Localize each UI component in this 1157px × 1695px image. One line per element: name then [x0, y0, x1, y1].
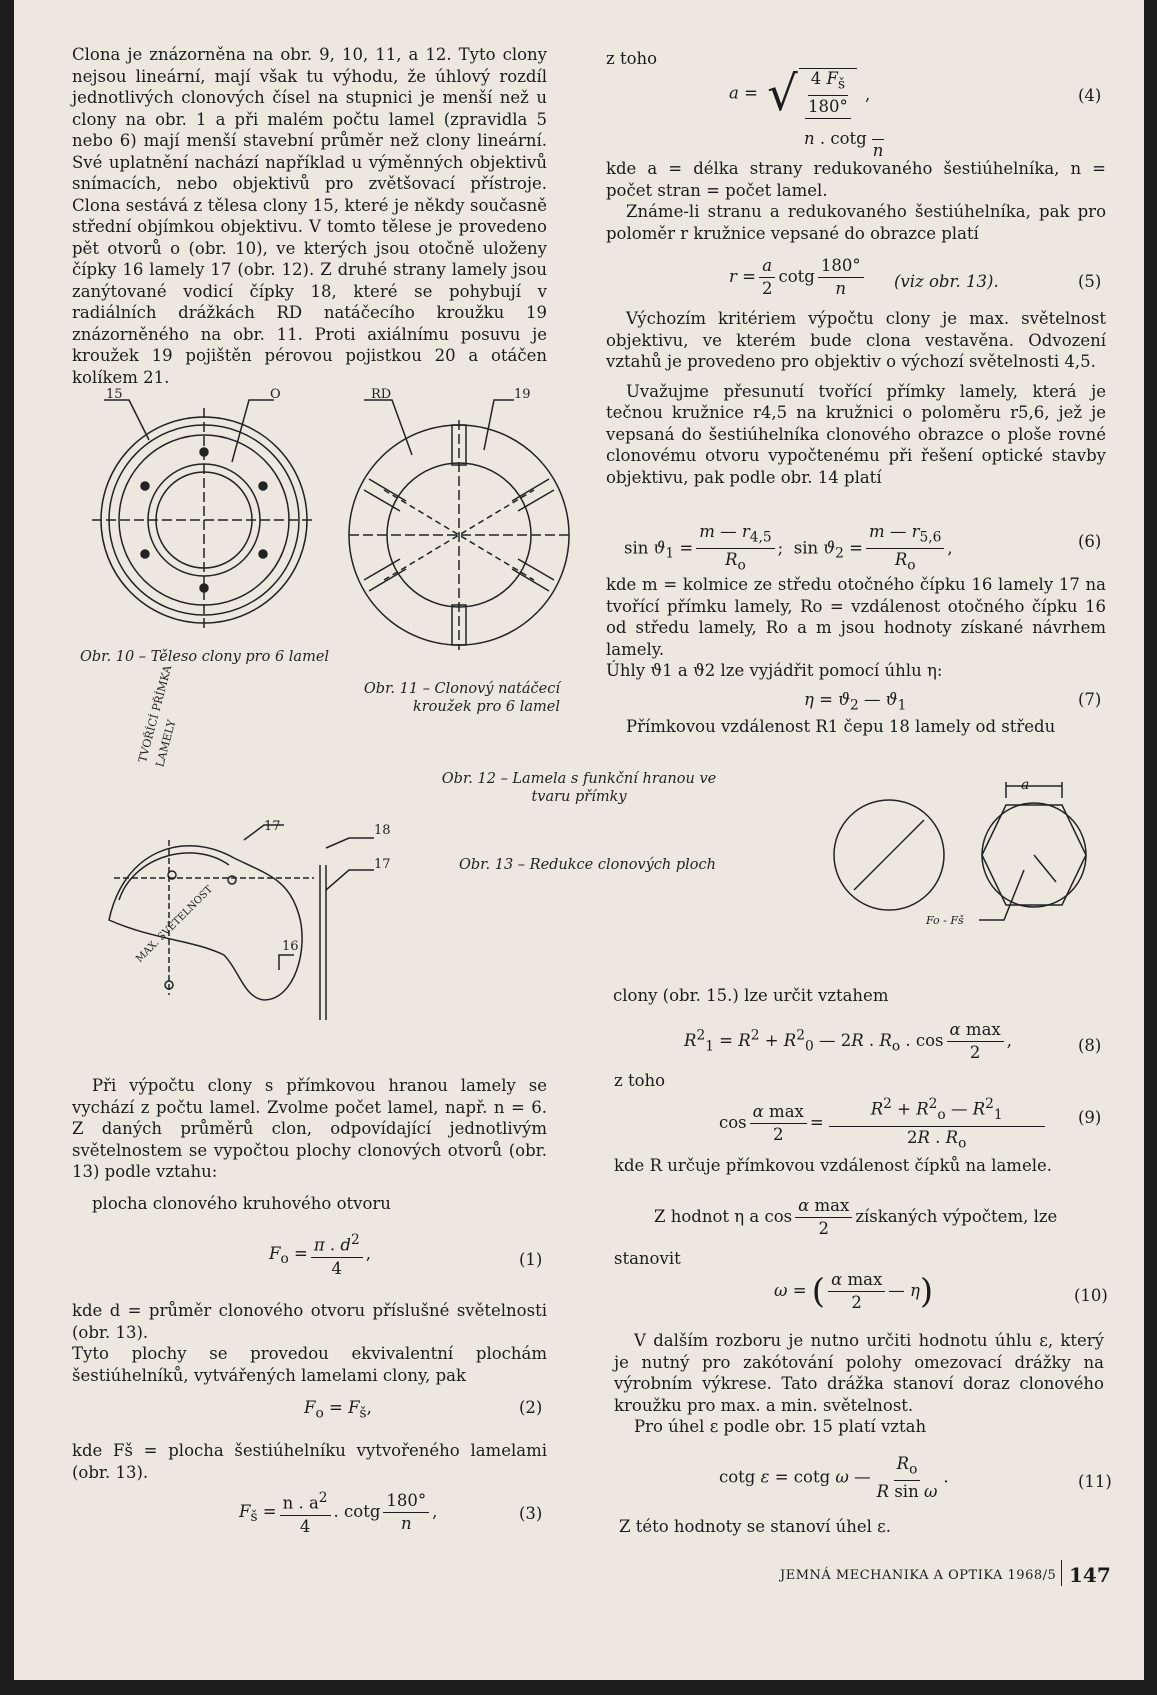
equation-1: $F_o$ = $\frac{\pi . d^2}{4}$ ,: [269, 1232, 371, 1278]
paragraph-criterion: Výchozím kritériem výpočtu clony je max. světelnost objektivu, ve kterém bude clona vestavěna. Odvození vztahů je provedeno pro objektiv o výchozí světelnosti 4,5.: [606, 309, 1106, 371]
paragraph-clony: clony (obr. 15.) lze určit vztahem: [613, 986, 889, 1005]
equation-11: cotg ε = cotg ω — $\frac{R_o}{\text{R sin ω}}$ .: [719, 1454, 949, 1502]
equation-8: $R^2_1 = R^2 + R^2_0$ — 2R . $R_o$ . cos $\frac{\text{α max}}{2}$ ,: [684, 1020, 1012, 1062]
equation-number-2: (2): [519, 1398, 543, 1417]
equation-4: a = √ $\frac{4 F_š}{180^\circ}$ ,: [729, 66, 871, 123]
paragraph-tangent-shift: Uvažujme přesunutí tvořící přímky lamely, která je tečnou kružnice r4,5 na kružnici o poloměru r5,6, jež je vepsaná do šestiúhelníka clonového obrazce o ploše rovné clonovému otvoru vypočtenému při řešení optické stavby objektivu, pak podle obr. 14 platí: [606, 381, 1106, 487]
paragraph-r1-distance: Přímkovou vzdálenost R1 čepu 18 lamely od středu: [626, 717, 1056, 736]
equation-4-denominator: n . cotg n: [804, 118, 889, 161]
fig12-label-max-aperture: MAX. SVĚTELNOST: [134, 884, 216, 965]
figure-10-aperture-body: [84, 400, 324, 640]
paragraph-hexagon-equivalence: Tyto plochy se provedou ekvivalentní plochám šestiúhelníků, vytvářených lamelami clony, pak: [72, 1344, 547, 1385]
journal-footer: JEMNÁ MECHANIKA A OPTIKA 1968/5: [780, 1568, 1057, 1583]
equation-number-7: (7): [1078, 690, 1102, 709]
paragraph-circular-area: plocha clonového kruhového otvoru: [92, 1193, 391, 1213]
equation-number-8: (8): [1078, 1036, 1102, 1055]
equation-number-3: (3): [519, 1504, 543, 1523]
fig10-label-15: 15: [106, 387, 123, 402]
paragraph-inscribed-radius: Známe-li stranu a redukovaného šestiúhelníka, pak pro poloměr r kružnice vepsané do obrazce platí: [606, 202, 1106, 243]
text-z-hodnot: Z hodnot η a cos: [654, 1207, 793, 1226]
fig13-label-fo-fs: Fo - Fš: [926, 914, 964, 927]
figure-13-area-reduction: [834, 770, 1104, 940]
paragraph-d-definition: kde d = průměr clonového otvoru příslušné světelnosti (obr. 13).: [72, 1301, 547, 1342]
paragraph-r-definition: kde R určuje přímkovou vzdálenost čípků na lamele.: [614, 1156, 1053, 1175]
figure-12-lamella: [94, 740, 384, 1020]
paragraph-epsilon: V dalším rozboru je nutno určiti hodnotu úhlu ε, který je nutný pro zakótování polohy omezovací drážky na výrobním výkrese. Tato drážka stanoví doraz clonového kroužku pro max. a min. světelnost.: [614, 1331, 1104, 1415]
equation-6: $\sin ϑ_1$ = $\frac{m — r_{4,5}}{R_o}$ ; $\sin ϑ_2$ = $\frac{m — r_{5,6}}{R_o}$ ,: [624, 522, 953, 574]
equation-5-reference: (viz obr. 13).: [894, 272, 999, 291]
left-column-lower-2: [72, 1300, 547, 1386]
left-column-lower: [72, 1075, 547, 1214]
paragraph-computation: Při výpočtu clony s přímkovou hranou lamely se vychází z počtu lamel. Zvolme počet lamel, např. n = 6. Z daných průměrů clon, odpovídající jednotlivým světelnostem se vypočtou plochy clonových otvorů (obr. 13) podle vztahu:: [72, 1076, 547, 1181]
right-column-e: [613, 985, 1103, 1007]
equation-3: $F_š$ = $\frac{n . a^2}{4}$ . cotg $\frac{180^\circ}{n}$ ,: [239, 1490, 438, 1536]
equation-number-11: (11): [1078, 1472, 1112, 1491]
figure-11-rotating-ring: [344, 405, 574, 665]
equation-number-6: (6): [1078, 532, 1102, 551]
paragraph-intro: Clona je znázorněna na obr. 9, 10, 11, a 12. Tyto clony nejsou lineární, mají však tu výhodu, že úhlový rozdíl jednotlivých clonových čísel na stupnici je menší než u clony na obr. 1 a při malém počtu lamel (zpravidla 5 nebo 6) mají menší stavební průměr než clony lineární. Své uplatnění nachází například u výměnných objektivů snímacích, nebo objektivů pro zvětšovací přístroje. Clona sestává z tělesa clony 15, které je někdy současně střední objímkou objektivu. V tomto tělese je provedeno pět otvorů o (obr. 10), ve kterých jsou otočně uloženy čípky 16 lamely 17 (obr. 12). Z druhé strany lamely jsou zanýtované vodicí čípky 18, které se pohybují v radiálních drážkách RD natáčecího kroužku 19 znázorněného na obr. 11. Proti axiálnímu posuvu je kroužek 19 pojištěn pérovou pojistkou 20 a otáčen kolíkem 21.: [72, 45, 547, 387]
fig12-label-16: 16: [282, 939, 299, 954]
equation-7: $\eta = ϑ_2$ — $ϑ_1$: [804, 690, 907, 714]
paragraph-m-definition: kde m = kolmice ze středu otočného čípku 16 lamely 17 na tvořící přímku lamely, Ro = vzdálenost otočného čípku 16 od středu lamely, Ro a m jsou hodnoty získané návrhem lamely.: [606, 575, 1106, 659]
fig12-label-forming-line: TVOŘÍCÍ PŘÍMKA LAMELY: [135, 663, 179, 769]
fig12-label-18: 18: [374, 823, 391, 838]
fig12-label-17b: 17: [374, 857, 391, 872]
right-column-f: [614, 1155, 1104, 1177]
paragraph-angles: Úhly ϑ1 a ϑ2 lze vyjádřit pomocí úhlu η:: [606, 661, 943, 680]
right-column-b: [606, 308, 1106, 488]
page-number: 147: [1069, 1563, 1111, 1587]
right-column-h: [619, 1516, 1109, 1538]
text-ziskanych: získaných výpočtem, lze: [855, 1207, 1058, 1226]
paragraph-conclusion: Z této hodnoty se stanoví úhel ε.: [619, 1517, 891, 1536]
equation-number-10: (10): [1074, 1286, 1108, 1305]
fig10-label-o: O: [270, 387, 281, 402]
left-column-lower-3: [72, 1440, 547, 1483]
right-column-d: [606, 716, 1106, 738]
caption-fig-12: Obr. 12 – Lamela s funkční hranou ve tvaru přímky: [441, 771, 717, 805]
z-toho-label-2: z toho: [614, 1071, 666, 1090]
fig11-label-rd: RD: [371, 387, 392, 402]
equation-number-4: (4): [1078, 86, 1102, 105]
equation-number-9: (9): [1078, 1108, 1102, 1127]
right-column-g: [614, 1330, 1104, 1438]
paragraph-fs-definition: kde Fš = plocha šestiúhelníku vytvořeného lamelami (obr. 13).: [72, 1441, 547, 1482]
equation-number-1: (1): [519, 1250, 543, 1269]
journal-page: [14, 0, 1144, 1680]
paragraph-epsilon-relation: Pro úhel ε podle obr. 15 platí vztah: [634, 1417, 927, 1436]
fig12-label-17a: 17: [264, 819, 281, 834]
stanovit-label: stanovit: [614, 1249, 681, 1268]
equation-5: r = $\frac{a}{2}$ cotg $\frac{180^\circ}{n}$: [729, 256, 867, 299]
left-column: [72, 44, 547, 388]
equation-number-5: (5): [1078, 272, 1102, 291]
caption-fig-11: Obr. 11 – Clonový natáčecí kroužek pro 6 lamel: [363, 681, 560, 715]
fig13-label-a: a: [1021, 777, 1030, 793]
right-column-a: [606, 158, 1106, 244]
caption-fig-13: Obr. 13 – Redukce clonových ploch: [459, 857, 716, 873]
footer-divider: [1061, 1560, 1062, 1586]
equation-2: $F_o = F_š$,: [304, 1398, 372, 1422]
caption-fig-10: Obr. 10 – Těleso clony pro 6 lamel: [80, 649, 330, 665]
z-toho-label: z toho: [606, 49, 658, 68]
equation-9: cos $\frac{\text{α max}}{2}$ = $\frac{R^2 + R^2_o — R^2_1}{2R . R_o}$: [719, 1094, 1050, 1153]
equation-hodnot: Z hodnot η a cos $\frac{\text{α max}}{2}$ získaných výpočtem, lze: [654, 1196, 1058, 1238]
paragraph-a-definition: kde a = délka strany redukovaného šestiúhelníka, n = počet stran = počet lamel.: [606, 159, 1106, 200]
right-column-c: [606, 574, 1106, 682]
equation-10: ω = ( $\frac{\text{α max}}{2}$ — η): [774, 1270, 934, 1312]
fig11-label-19: 19: [514, 387, 531, 402]
